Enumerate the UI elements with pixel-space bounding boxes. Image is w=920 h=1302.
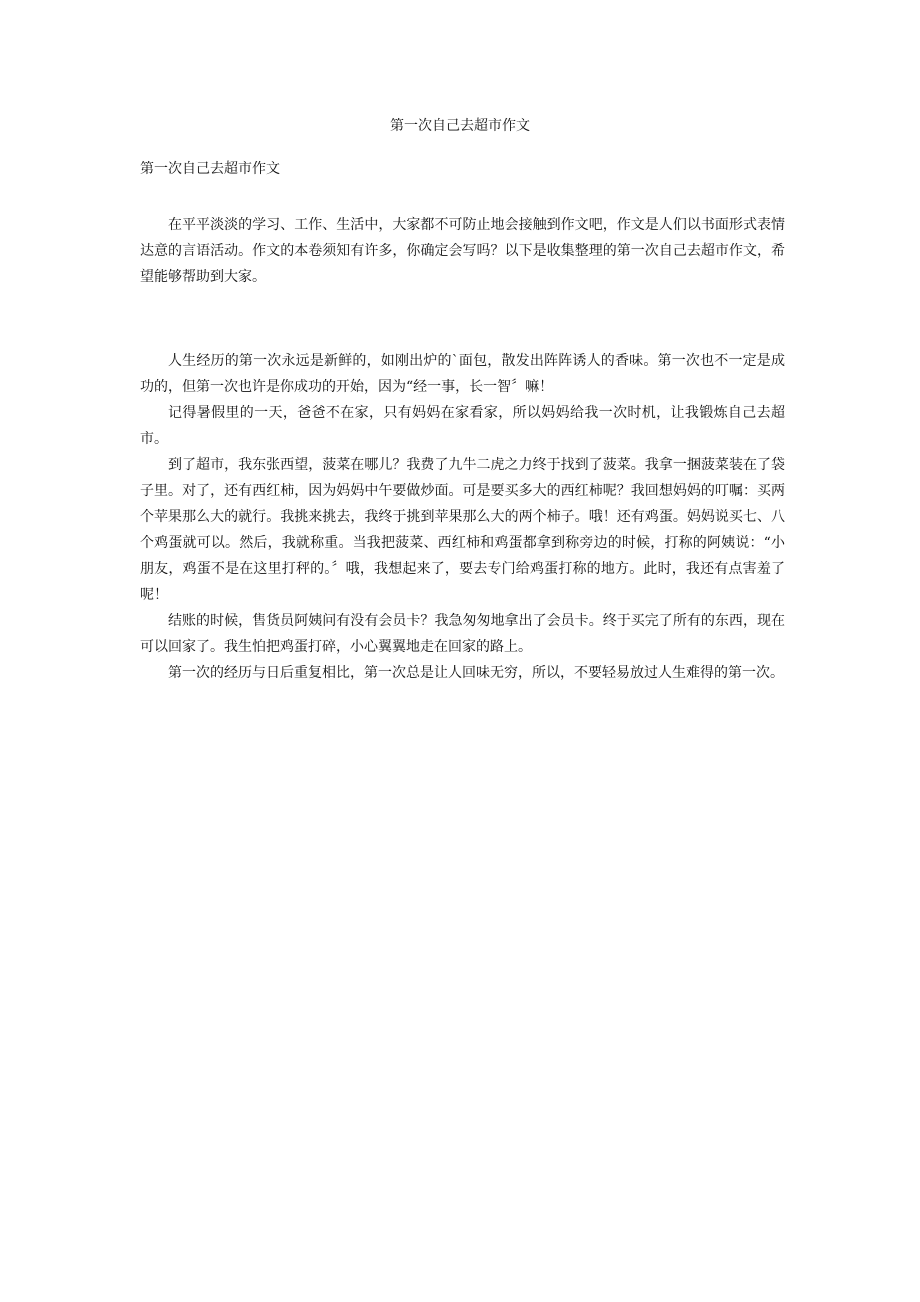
body-paragraph-4: 结账的时候，售货员阿姨问有没有会员卡？我急匆匆地拿出了会员卡。终于买完了所有的东西，现在可以回家了。我生怕把鸡蛋打碎，小心翼翼地走在回家的路上。 xyxy=(140,613,785,655)
body-paragraph-2: 记得暑假里的一天，爸爸不在家，只有妈妈在家看家，所以妈妈给我一次时机，让我锻炼自己去超市。 xyxy=(140,405,785,447)
essay-body xyxy=(140,348,785,686)
document-subheading: 第一次自己去超市作文 xyxy=(140,161,280,177)
body-paragraph-3: 到了超市，我东张西望，菠菜在哪儿？我费了九牛二虎之力终于找到了菠菜。我拿一捆菠菜装在了袋子里。对了，还有西红柿，因为妈妈中午要做炒面。可是要买多大的西红柿呢？我回想妈妈的叮嘱：买两个苹果那么大的就行。我挑来挑去，我终于挑到苹果那么大的两个柿子。哦！还有鸡蛋。妈妈说买七、八个鸡蛋就可以。然后，我就称重。当我把菠菜、西红柿和鸡蛋都拿到称旁边的时候，打称的阿姨说：“小朋友，鸡蛋不是在这里打秤的。〞哦，我想起来了，要去专门给鸡蛋打称的地方。此时，我还有点害羞了呢！ xyxy=(140,457,785,603)
intro-paragraph: 在平平淡淡的学习、工作、生活中，大家都不可防止地会接触到作文吧，作文是人们以书面形式表情达意的言语活动。作文的本卷须知有许多，你确定会写吗？以下是收集整理的第一次自己去超市作文，希望能够帮助到大家。 xyxy=(140,217,785,285)
document-title: 第一次自己去超市作文 xyxy=(390,118,530,134)
body-paragraph-1: 人生经历的第一次永远是新鲜的，如刚出炉的`面包，散发出阵阵诱人的香味。第一次也不一定是成功的，但第一次也许是你成功的开始，因为“经一事，长一智〞嘛！ xyxy=(140,353,785,395)
body-paragraph-5: 第一次的经历与日后重复相比，第一次总是让人回味无穷，所以，不要轻易放过人生难得的第一次。 xyxy=(168,665,784,681)
